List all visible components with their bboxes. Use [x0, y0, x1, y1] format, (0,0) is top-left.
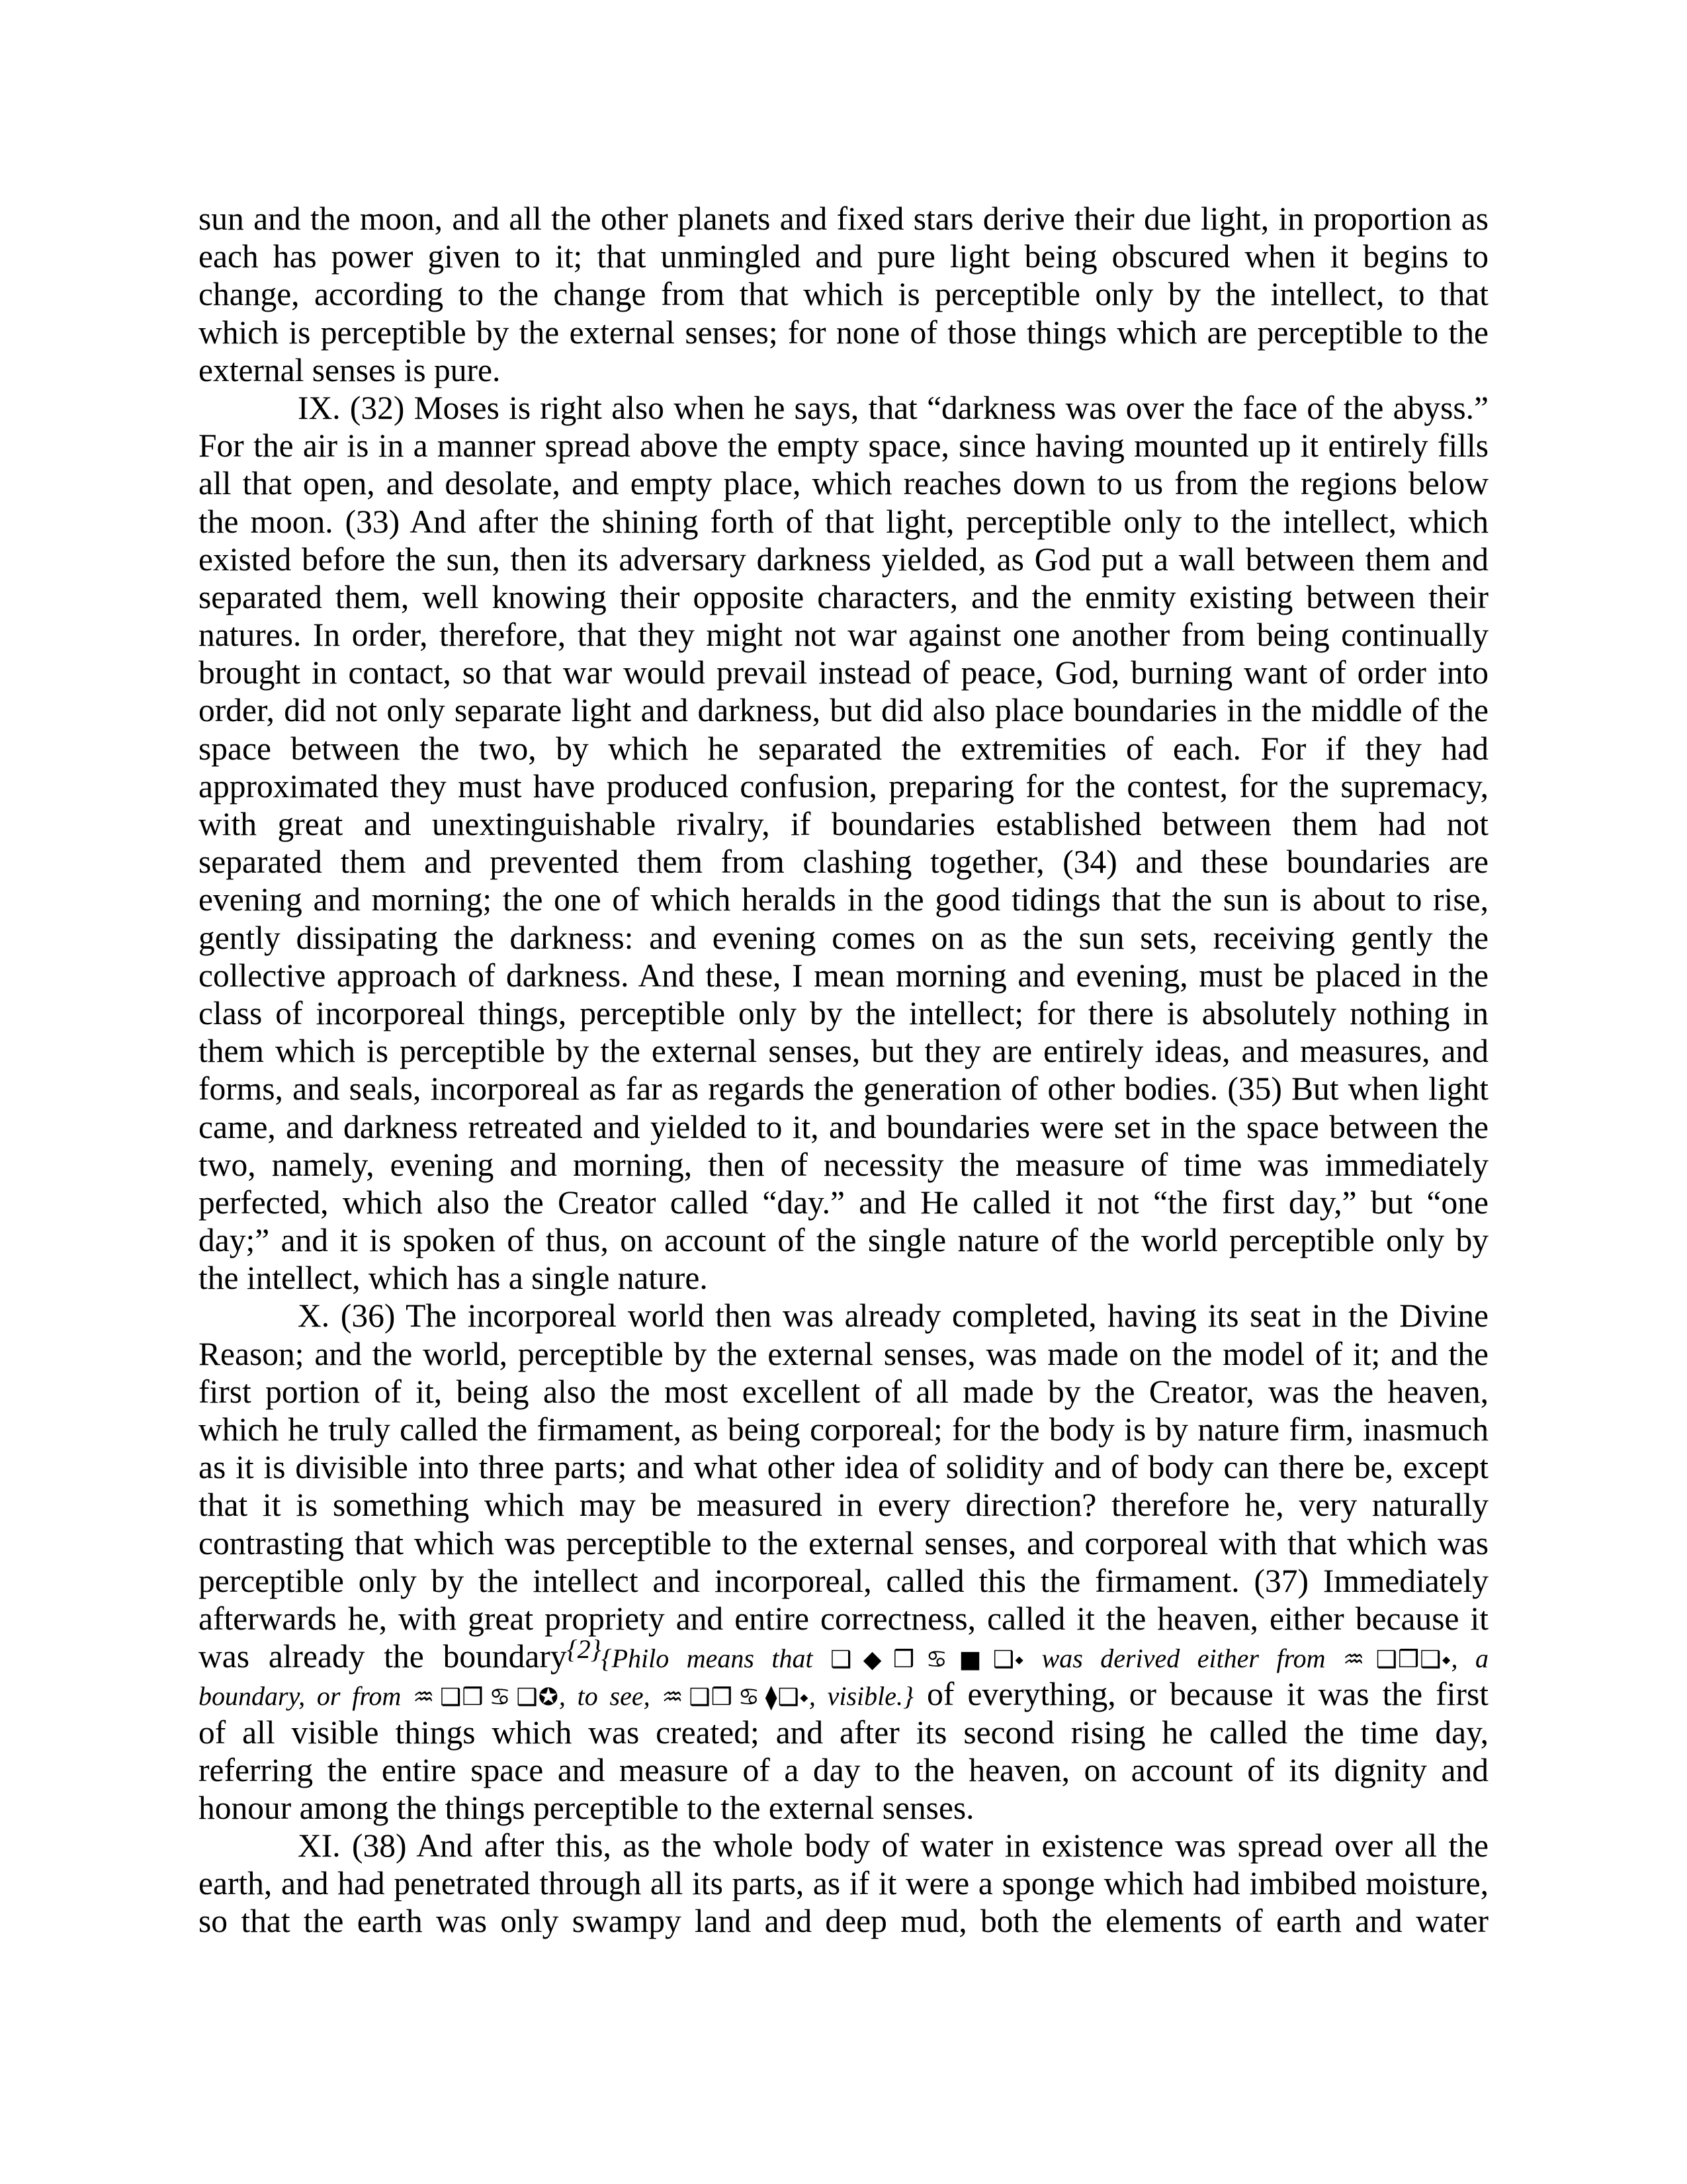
greek-glyphs-horao: ♒❑❒♋❑✪ [413, 1684, 559, 1712]
text-line: Reason; and the world, perceptible by the external senses, was made on the model of it; and the [198, 1335, 1489, 1372]
text-line: them which is perceptible by the external senses, but they are entirely ideas, and measures, and [198, 1033, 1489, 1070]
footnote-text: was derived either from [1024, 1643, 1344, 1674]
text-line: with great and unextinguishable rivalry, if boundaries established between them had not [198, 806, 1489, 842]
text-line: all that open, and desolate, and empty place, which reaches down to us from the regions below [198, 465, 1489, 502]
footnote-text: , a [1451, 1643, 1489, 1674]
text-line: space between the two, by which he separated the extremities of each. For if they had [198, 730, 1489, 767]
text-line: separated them, well knowing their opposite characters, and the enmity existing between their [198, 578, 1489, 615]
text-line: brought in contact, so that war would prevail instead of peace, God, burning want of order into [198, 654, 1489, 691]
text-line: as it is divisible into three parts; and what other idea of solidity and of body can there be, except [198, 1449, 1489, 1486]
text-line: so that the earth was only swampy land and deep mud, both the elements of earth and water [198, 1903, 1489, 1940]
greek-glyphs-horatos: ♒❑❒♋⧫❑⬩ [662, 1684, 809, 1712]
section-heading-line: XI. (38) And after this, as the whole body of water in existence was spread over all the [298, 1827, 1489, 1864]
text-line: natures. In order, therefore, that they might not war against one another from being continually [198, 617, 1489, 654]
text-line: honour among the things perceptible to the external senses. [198, 1789, 974, 1826]
footnote-text: {Philo means that [601, 1643, 831, 1674]
footnote-text: boundary, or from [198, 1681, 413, 1712]
text-line: perfected, which also the Creator called “day.” and He called it not “the first day,” but “one [198, 1184, 1489, 1221]
text-line: collective approach of darkness. And these, I mean morning and evening, must be placed in the [198, 957, 1489, 994]
text-run: was already the boundary [198, 1638, 567, 1675]
text-line: that it is something which may be measured in every direction? therefore he, very naturally [198, 1487, 1489, 1524]
greek-glyphs-horos: ♒❑❒❑⬩ [1343, 1646, 1451, 1674]
text-line: perceptible only by the intellect and incorporeal, called this the firmament. (37) Immediately [198, 1562, 1489, 1599]
text-line: two, namely, evening and morning, then of necessity the measure of time was immediately [198, 1146, 1489, 1183]
text-line: the intellect, which has a single nature. [198, 1260, 708, 1297]
text-line: order, did not only separate light and darkness, but did also place boundaries in the middle of the [198, 692, 1489, 729]
section-heading-line: X. (36) The incorporeal world then was already completed, having its seat in the Divine [298, 1297, 1489, 1334]
text-line: gently dissipating the darkness: and evening comes on as the sun sets, receiving gently the [198, 919, 1489, 956]
paragraph-x [198, 1297, 1489, 1827]
greek-glyphs-ouranos: ❑◆❒♋■❑⬩ [830, 1646, 1025, 1674]
text-line: approximated they must have produced confusion, preparing for the contest, for the supremacy, [198, 767, 1489, 805]
section-heading-line: IX. (32) Moses is right also when he says, that “darkness was over the face of the abyss.” [298, 389, 1489, 426]
inline-footnote [198, 1681, 914, 1711]
footnote-marker[interactable]: {2} [566, 1634, 601, 1665]
text-line: external senses is pure. [198, 351, 501, 388]
text-line: separated them and prevented them from clashing together, (34) and these boundaries are [198, 844, 1489, 881]
text-line: which is perceptible by the external senses; for none of those things which are perceptible to the [198, 314, 1489, 351]
footnote-line [198, 1675, 1489, 1713]
text-line: day;” and it is spoken of thus, on account of the single nature of the world perceptible only by [198, 1222, 1489, 1259]
text-line: each has power given to it; that unmingled and pure light being obscured when it begins to [198, 238, 1489, 275]
footnote-line [198, 1634, 1489, 1675]
text-line: contrasting that which was perceptible to the external senses, and corporeal with that which was [198, 1524, 1489, 1561]
text-line: For the air is in a manner spread above the empty space, since having mounted up it entirely fills [198, 427, 1489, 464]
text-line: came, and darkness retreated and yielded to it, and boundaries were set in the space between the [198, 1108, 1489, 1145]
text-line: earth, and had penetrated through all its parts, as if it were a sponge which had imbibed moisture, [198, 1865, 1489, 1902]
footnote-text: , visible.} [808, 1681, 914, 1712]
text-line: referring the entire space and measure of a day to the heaven, on account of its dignity and [198, 1751, 1489, 1788]
footnote-text: , to see, [558, 1681, 662, 1712]
paragraph-continued [198, 200, 1489, 389]
text-line: existed before the sun, then its adversary darkness yielded, as God put a wall between them and [198, 541, 1489, 578]
text-line: of all visible things which was created; and after its second rising he called the time day, [198, 1714, 1489, 1751]
text-line: class of incorporeal things, perceptible only by the intellect; for there is absolutely nothing in [198, 994, 1489, 1031]
text-line: forms, and seals, incorporeal as far as regards the generation of other bodies. (35) But when light [198, 1070, 1489, 1108]
text-line: afterwards he, with great propriety and entire correctness, called it the heaven, either because it [198, 1600, 1489, 1637]
text-line: which he truly called the firmament, as being corporeal; for the body is by nature firm, inasmuch [198, 1411, 1489, 1448]
paragraph-xi [198, 1827, 1489, 1941]
text-line: sun and the moon, and all the other planets and fixed stars derive their due light, in proportion as [198, 200, 1489, 237]
text-line: evening and morning; the one of which heralds in the good tidings that the sun is about to rise, [198, 881, 1489, 918]
text-line: the moon. (33) And after the shining forth of that light, perceptible only to the intellect, which [198, 503, 1489, 540]
text-run: of everything, or because it was the first [914, 1676, 1489, 1713]
paragraph-ix [198, 389, 1489, 1297]
text-line: change, according to the change from that which is perceptible only by the intellect, to that [198, 276, 1489, 313]
inline-footnote [601, 1643, 1489, 1673]
body-text [198, 200, 1489, 1941]
text-line: first portion of it, being also the most excellent of all made by the Creator, was the heaven, [198, 1373, 1489, 1410]
